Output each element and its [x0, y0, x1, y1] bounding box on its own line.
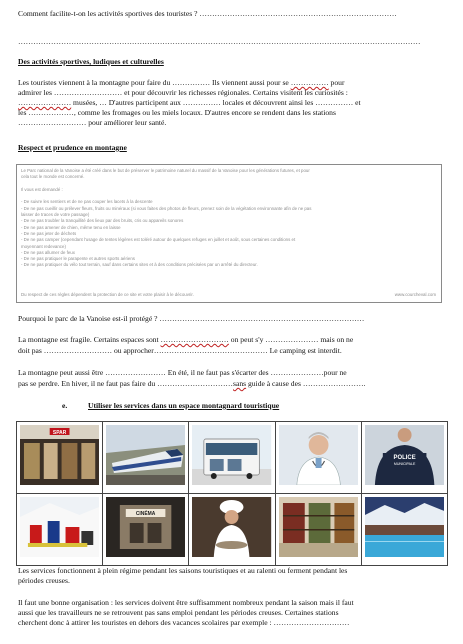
answer-line: ……………………………………………………………………………………………………………………………………………	[18, 37, 421, 46]
photo-library	[275, 494, 361, 566]
library-image	[279, 497, 358, 557]
rule-line: laisser de traces de votre passage)	[21, 212, 90, 218]
photo-train	[103, 422, 189, 494]
paragraph-line: doit pas ……………………… ou approcher……………………………………… Le camping est interdit.	[18, 346, 342, 355]
rules-list	[21, 168, 311, 269]
spell-marked-word: sans	[233, 379, 247, 388]
paragraph-line: les ………………, comme les fromages ou les miels locaux. D'autres encore se rendent dans les stations	[18, 108, 336, 117]
paragraph-line: aussi que les travailleurs ne se retrouvent pas sans emploi pendant les périodes creuses. Certaines stations	[18, 608, 339, 617]
paragraph-line	[18, 335, 353, 345]
rule-line: - De suivre les sentiers et de ne pas couper les lacets à la descente	[21, 199, 153, 205]
paragraph-line: admirer les ……………………… et pour découvrir les richesses régionales. Certains visitent les curiosités :	[18, 88, 348, 97]
source-credit: www.courcheval.com	[394, 292, 436, 297]
mountain-rescue-image	[20, 497, 99, 557]
text-run: guide à cause des …………………….	[246, 379, 366, 388]
rule-line: Le Parc national de la Vanoise a été créé dans le but de préserver le patrimoine naturel du massif de la Vanoise pour les générations futures, et pour	[21, 168, 310, 173]
vanoise-rules-box	[16, 164, 442, 303]
question-sports: Comment facilite-t-on les activités sportives des touristes ? ……………………………………………………………………	[18, 9, 397, 18]
section-title-sports: Des activités sportives, ludiques et culturelles	[18, 57, 164, 66]
high-speed-train-image	[106, 425, 185, 485]
paragraph-line: Il faut une bonne organisation : les services doivent être suffisamment nombreux pendant la saison mais il faut	[18, 598, 354, 607]
photo-mountain-rescue	[17, 494, 103, 566]
rule-line: - De ne pas troubler la tranquillité des lieux par des bruits, cris ou appareils sonores	[21, 218, 184, 224]
rule-line: - De ne pas allumer de feux	[21, 249, 75, 255]
text-run: Les touristes viennent à la montagne pour faire du …………… Ils viennent aussi pour se	[18, 78, 291, 87]
paragraph-line: Les services fonctionnent à plein régime pendant les saisons touristiques et au ralenti ou ferment pendant les	[18, 566, 348, 575]
shop-sign: SPAR	[52, 430, 67, 437]
section-number: e.	[62, 401, 68, 410]
photo-bus	[189, 422, 275, 494]
rule-line: - De ne pas pratiquer du vélo tout terrain, sauf dans certains sites et à des conditions précisées par un arrêté du directeur.	[21, 262, 258, 268]
chef-image	[192, 497, 271, 557]
rule-line: - De ne pas jeter de déchets	[21, 230, 77, 236]
photo-pool	[361, 494, 447, 566]
paragraph-line: ……………………… pour améliorer leur santé.	[18, 118, 167, 127]
photo-supermarket	[17, 422, 103, 494]
rule-line: - De ne pas pratiquer le parapente et autres sports aériens	[21, 256, 135, 262]
paragraph-line	[18, 379, 365, 389]
paragraph-line: périodes creuses.	[18, 576, 70, 585]
rule-line: - De ne pas cueillir ou prélever fleurs, fruits ou minéraux (si vous faites des photos de fleurs, prenez soin de la végétation environnante afin de ne pas	[21, 205, 312, 211]
paragraph-line	[18, 78, 344, 88]
supermarket-image	[20, 425, 99, 485]
text-run: musées, … D'autres participent aux …………… locales et découvrent ainsi les …………… et	[71, 98, 361, 107]
rule-line: - De ne pas amener de chien, même tenu en laisse	[21, 224, 121, 230]
rule-line: Il vous est demandé :	[21, 186, 63, 192]
rule-line: - De ne pas camper (cependant l'usage de tentes légères est toléré autour de quelques refuges en juillet et août, sous certaines conditions et	[21, 237, 296, 243]
photo-doctor	[275, 422, 361, 494]
doctor-image	[279, 425, 358, 485]
spell-marked-blank: ……………	[290, 78, 329, 87]
rule-line: moyennant redevance)	[21, 243, 66, 249]
photo-cinema	[103, 494, 189, 566]
services-photo-grid	[16, 421, 448, 566]
swimming-pool-image	[365, 497, 444, 557]
photo-police	[361, 422, 447, 494]
photo-chef	[189, 494, 275, 566]
text-run: pour	[328, 78, 345, 87]
rule-line: cela tout le monde est concerné.	[21, 174, 85, 180]
text-run: on peut s'y ………………… mais on ne	[228, 335, 354, 344]
section-title-services: Utiliser les services dans un espace montagnard touristique	[88, 401, 280, 410]
rules-footer: Du respect de ces règles dépendent la protection de ce site et votre plaisir à le découvrir.	[21, 292, 194, 297]
section-title-respect: Respect et prudence en montagne	[18, 143, 127, 152]
text-run: pas se perdre. En hiver, il ne faut pas faire du …………………………	[18, 379, 234, 388]
text-run: La montagne est fragile. Certains espaces sont	[18, 335, 161, 344]
paragraph-line	[18, 98, 361, 108]
cinema-sign: CINÉMA	[136, 511, 156, 518]
spell-marked-blank: …………………	[18, 98, 72, 107]
bus-image	[192, 425, 271, 485]
paragraph-line: cherchent donc à attirer les touristes en dehors des vacances scolaires par exemple : …………………………	[18, 618, 350, 627]
paragraph-line: La montagne peut aussi être …………………… En été, il ne faut pas s'écarter des …………………pour ne	[18, 368, 347, 377]
police-image	[365, 425, 444, 485]
spell-marked-blank: ………………………	[160, 335, 229, 344]
police-sublabel: MUNICIPALE	[393, 461, 416, 467]
question-vanoise: Pourquoi le parc de la Vanoise est-il protégé ? ………………………………………………………………………	[18, 314, 365, 323]
cinema-image	[106, 497, 185, 557]
police-label: POLICE	[393, 454, 416, 462]
